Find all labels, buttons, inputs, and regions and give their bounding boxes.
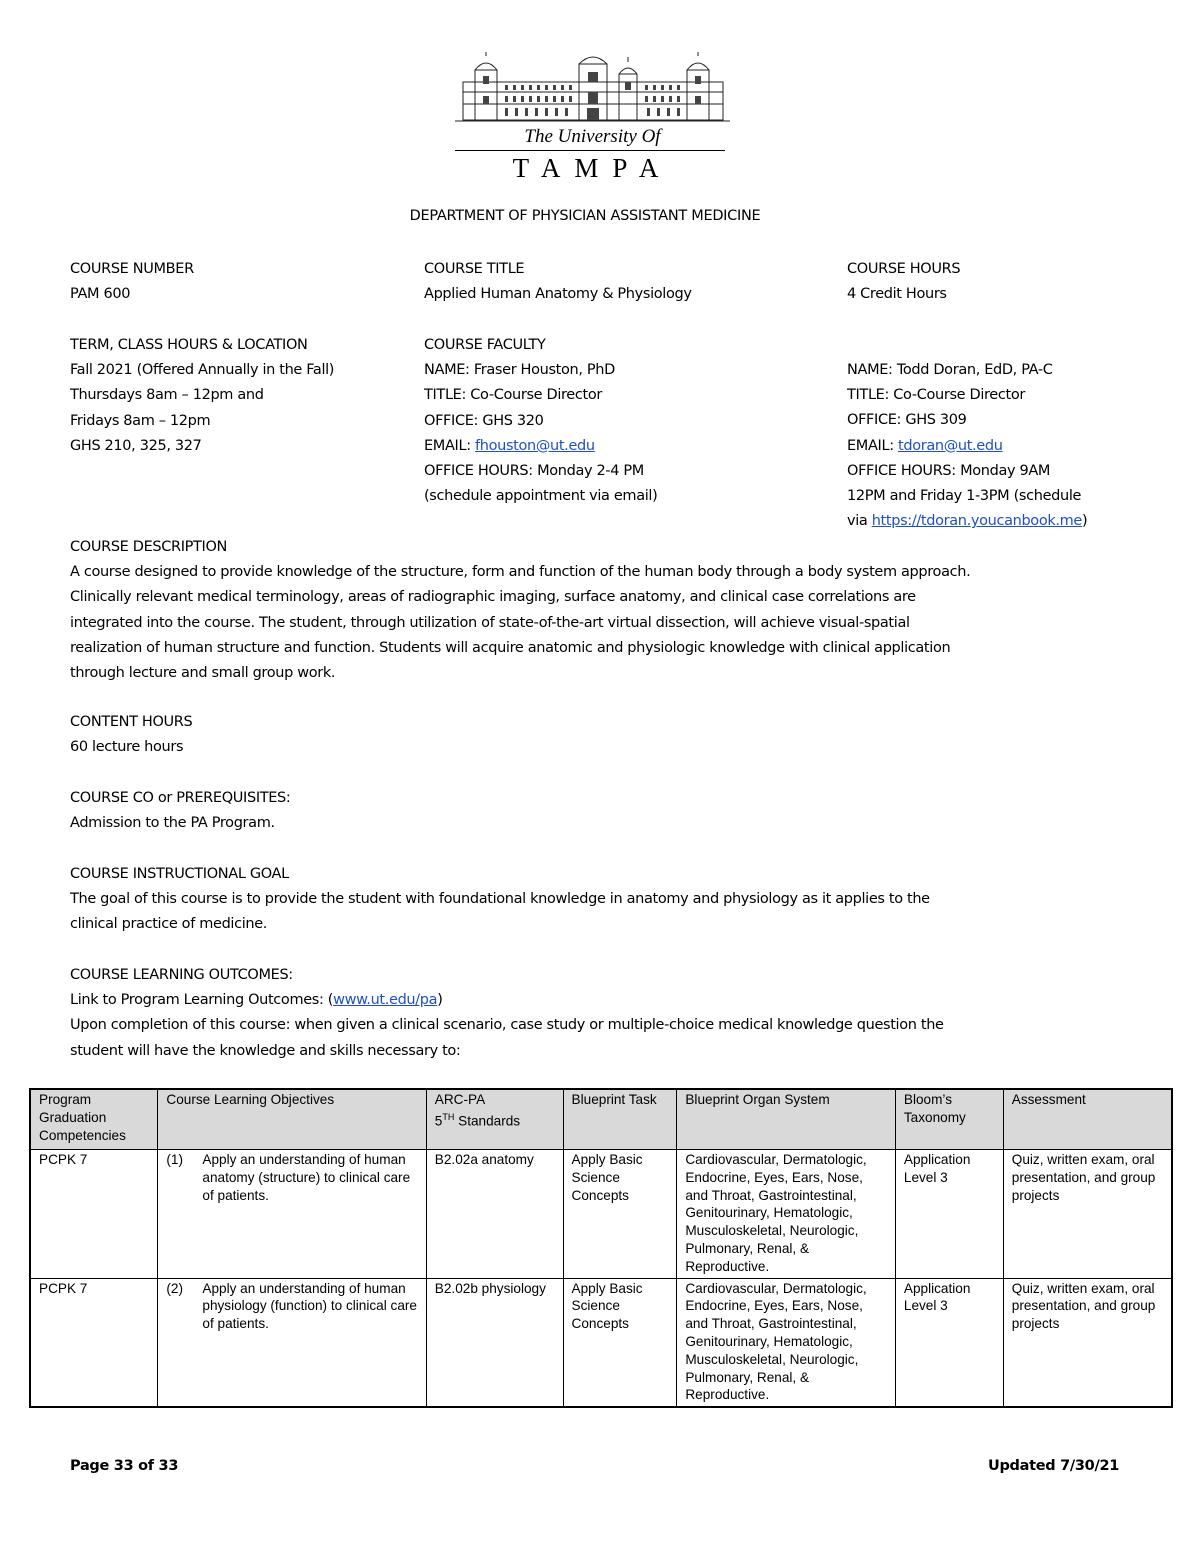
header-competencies: Program Graduation Competencies [30,1089,158,1150]
faculty1-office: OFFICE: GHS 320 [424,412,544,429]
content-hours-label: CONTENT HOURS [70,714,193,730]
logo-rule [455,150,725,151]
prerequisites [70,786,1140,836]
faculty1-hours-note: (schedule appointment via email) [424,488,658,505]
content-hours-value: 60 lecture hours [70,739,184,756]
updated-date: Updated 7/30/21 [988,1458,1120,1474]
header-task: Blueprint Task [563,1089,677,1150]
term-block [70,333,334,459]
building-illustration [455,52,730,124]
outcomes-line: student will have the knowledge and skills necessary to: [70,1042,461,1059]
cell-bloom: Application Level 3 [895,1150,1003,1279]
goal-line: The goal of this course is to provide the student with foundational knowledge in anatomy and physiology as it applies to the [70,891,930,908]
cell-competency: PCPK 7 [30,1150,158,1279]
course-description [70,535,1140,686]
program-outcomes-link[interactable]: www.ut.edu/pa [333,992,438,1009]
cell-standard: B2.02a anatomy [426,1150,563,1279]
learning-outcomes [70,963,1140,1064]
instructional-goal [70,862,1140,938]
description-line: Clinically relevant medical terminology, areas of radiographic imaging, surface anatomy, and clinical case correlations are [70,589,916,606]
header-assessment: Assessment [1003,1089,1172,1150]
faculty2-title: TITLE: Co-Course Director [847,387,1025,404]
faculty1-block [424,333,657,509]
goal-label: COURSE INSTRUCTIONAL GOAL [70,866,289,882]
term-label: TERM, CLASS HOURS & LOCATION [70,337,308,353]
cell-organ-system: Cardiovascular, Dermatologic, Endocrine, Eyes, Ears, Nose, and Throat, Gastrointestinal, Genitourinary, Hematologic, Musculoskeletal, Neurologic, Pulmonary, Renal, & Reproductive. [677,1278,896,1407]
course-number-label: COURSE NUMBER [70,261,194,277]
description-line: A course designed to provide knowledge of the structure, form and function of the human body through a body system approach. [70,564,971,581]
course-title-value: Applied Human Anatomy & Physiology [424,286,692,303]
cell-objective: (2) Apply an understanding of human physiology (function) to clinical care of patients. [158,1278,426,1407]
description-line: integrated into the course. The student, through utilization of state-of-the-art virtual dissection, will achieve visual-spatial [70,614,910,631]
logo-wordmark-line2: TAMPA [512,153,673,183]
outcomes-line: Upon completion of this course: when given a clinical scenario, case study or multiple-choice medical knowledge question the [70,1017,944,1034]
term-line: Fall 2021 (Offered Annually in the Fall) [70,362,335,379]
header-organ-system: Blueprint Organ System [677,1089,896,1150]
booking-link[interactable]: https://tdoran.youcanbook.me [871,513,1082,530]
faculty2-block [847,358,1087,534]
term-line: Fridays 8am – 12pm [70,412,211,429]
description-line: through lecture and small group work. [70,665,336,682]
cell-assessment: Quiz, written exam, oral presentation, and group projects [1003,1278,1172,1407]
course-hours-block [847,257,960,307]
outcomes-label: COURSE LEARNING OUTCOMES: [70,967,293,983]
learning-objectives-table [29,1088,1173,1408]
faculty1-email-row [424,434,657,459]
table-row [30,1150,1172,1279]
university-logo [455,52,730,182]
cell-assessment: Quiz, written exam, oral presentation, and group projects [1003,1150,1172,1279]
header-bloom: Bloom’s Taxonomy [895,1089,1003,1150]
faculty-label: COURSE FACULTY [424,337,546,353]
cell-standard: B2.02b physiology [426,1278,563,1407]
cell-objective: (1) Apply an understanding of human anatomy (structure) to clinical care of patients. [158,1150,426,1279]
cell-competency: PCPK 7 [30,1278,158,1407]
header-objectives: Course Learning Objectives [158,1089,426,1150]
prereq-value: Admission to the PA Program. [70,815,275,832]
faculty2-hours-cont: 12PM and Friday 1-3PM (schedule [847,488,1082,505]
faculty2-hours-link-row: via https://tdoran.youcanbook.me) [847,513,1088,530]
description-line: realization of human structure and function. Students will acquire anatomic and physiologic knowledge with clinical application [70,639,951,656]
faculty2-email-link[interactable]: tdoran@ut.edu [898,437,1003,454]
table-row [30,1278,1172,1407]
description-label: COURSE DESCRIPTION [70,539,228,555]
term-line: GHS 210, 325, 327 [70,437,202,454]
content-hours [70,710,1140,760]
faculty2-name: NAME: Todd Doran, EdD, PA-C [847,362,1053,378]
department-heading: DEPARTMENT OF PHYSICIAN ASSISTANT MEDICINE [409,208,761,224]
course-hours-label: COURSE HOURS [847,261,961,277]
page-number: Page 33 of 33 [70,1458,179,1474]
faculty1-email-link[interactable]: fhouston@ut.edu [475,437,595,454]
term-line: Thursdays 8am – 12pm and [70,387,264,404]
faculty2-hours: OFFICE HOURS: Monday 9AM [847,462,1051,479]
logo-wordmark-line1: The University Of [524,126,661,147]
faculty1-title: TITLE: Co-Course Director [424,387,602,404]
email-label: EMAIL: [424,437,475,454]
cell-task: Apply Basic Science Concepts [563,1278,677,1407]
course-title-block [424,257,692,307]
faculty2-office: OFFICE: GHS 309 [847,412,967,429]
email-label: EMAIL: [847,437,898,454]
header-arc-pa: ARC-PA 5TH Standards [426,1089,563,1150]
cell-task: Apply Basic Science Concepts [563,1150,677,1279]
outcomes-link-row: Link to Program Learning Outcomes: (www.ut.edu/pa) [70,992,443,1009]
faculty1-name: NAME: Fraser Houston, PhD [424,362,615,379]
cell-organ-system: Cardiovascular, Dermatologic, Endocrine, Eyes, Ears, Nose, and Throat, Gastrointestinal, Genitourinary, Hematologic, Musculoskeletal, Neurologic, Pulmonary, Renal, & Reproductive. [677,1150,896,1279]
course-number-block [70,257,194,307]
table-header-row [30,1089,1172,1150]
course-number-value: PAM 600 [70,286,131,303]
goal-line: clinical practice of medicine. [70,916,268,933]
course-title-label: COURSE TITLE [424,261,525,277]
faculty2-email-row [847,434,1087,459]
prereq-label: COURSE CO or PREREQUISITES: [70,790,291,806]
faculty1-hours: OFFICE HOURS: Monday 2-4 PM [424,463,644,480]
cell-bloom: Application Level 3 [895,1278,1003,1407]
course-hours-value: 4 Credit Hours [847,286,947,303]
